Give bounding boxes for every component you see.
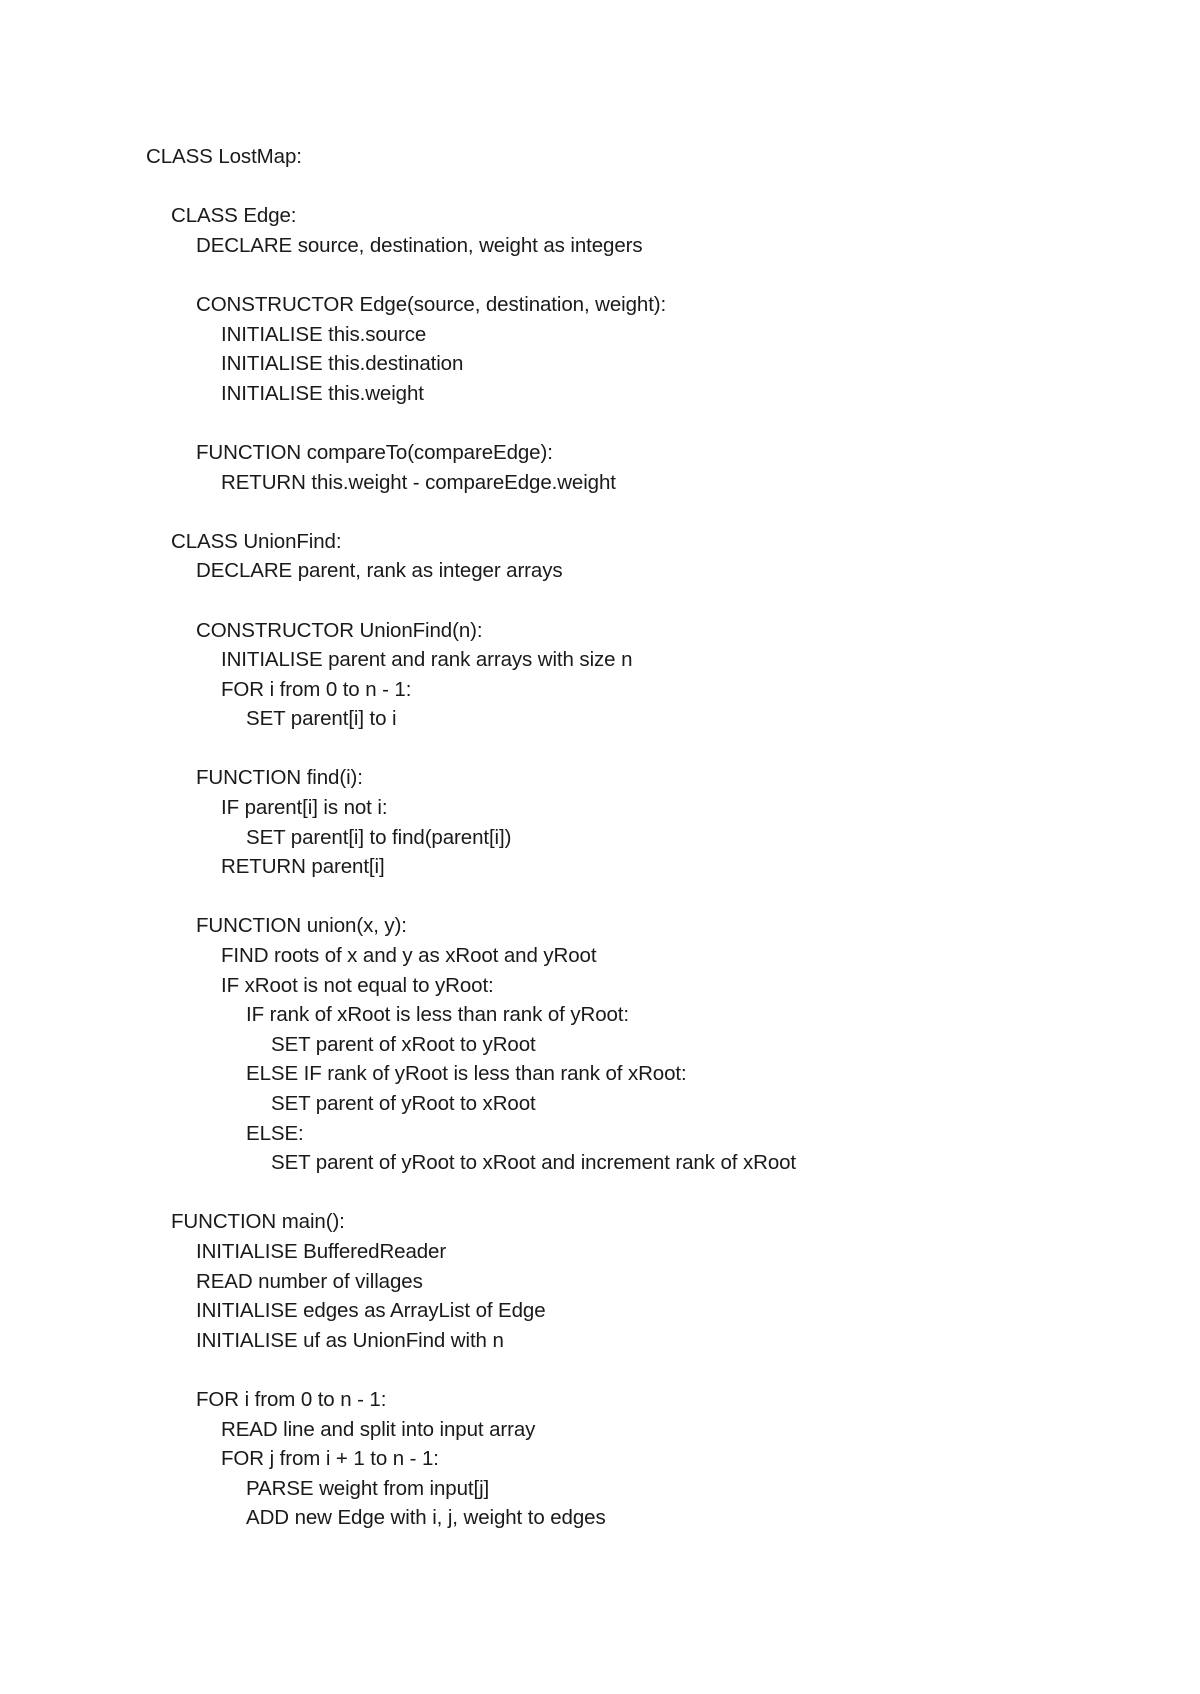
code-line: FUNCTION union(x, y): bbox=[196, 914, 407, 938]
code-line: FIND roots of x and y as xRoot and yRoot bbox=[221, 944, 597, 968]
code-line: IF rank of xRoot is less than rank of yRoot: bbox=[246, 1003, 629, 1027]
code-line: SET parent[i] to find(parent[i]) bbox=[246, 825, 512, 849]
blank-line bbox=[146, 172, 1146, 202]
code-line: ADD new Edge with i, j, weight to edges bbox=[246, 1506, 606, 1530]
blank-line bbox=[146, 408, 1146, 438]
code-line: DECLARE source, destination, weight as integers bbox=[196, 233, 643, 257]
code-line: INITIALISE this.destination bbox=[221, 352, 464, 376]
code-line: FUNCTION main(): bbox=[171, 1210, 345, 1234]
code-line: INITIALISE uf as UnionFind with n bbox=[196, 1328, 504, 1352]
blank-line bbox=[146, 497, 1146, 527]
code-line: CLASS LostMap: bbox=[146, 145, 302, 168]
code-line: RETURN this.weight - compareEdge.weight bbox=[221, 470, 616, 494]
code-line: INITIALISE parent and rank arrays with size n bbox=[221, 648, 633, 672]
code-line: SET parent of yRoot to xRoot bbox=[271, 1092, 536, 1115]
code-line: CLASS UnionFind: bbox=[171, 529, 342, 553]
code-line: INITIALISE BufferedReader bbox=[196, 1239, 447, 1263]
code-line: IF parent[i] is not i: bbox=[221, 796, 388, 820]
code-line: FUNCTION compareTo(compareEdge): bbox=[196, 440, 553, 464]
code-line: SET parent[i] to i bbox=[246, 707, 397, 731]
code-line: FOR i from 0 to n - 1: bbox=[221, 677, 412, 701]
code-line: FUNCTION find(i): bbox=[196, 766, 363, 790]
blank-line bbox=[146, 586, 1146, 616]
blank-line bbox=[146, 1178, 1146, 1208]
code-line: SET parent of xRoot to yRoot bbox=[271, 1032, 536, 1056]
code-line: CONSTRUCTOR Edge(source, destination, weight): bbox=[196, 292, 667, 316]
code-line: INITIALISE this.source bbox=[221, 322, 427, 346]
code-line: FOR j from i + 1 to n - 1: bbox=[221, 1447, 439, 1471]
code-line: RETURN parent[i] bbox=[221, 855, 385, 879]
blank-line bbox=[146, 260, 1146, 290]
code-line: CONSTRUCTOR UnionFind(n): bbox=[196, 618, 483, 642]
code-line: FOR i from 0 to n - 1: bbox=[196, 1387, 387, 1411]
code-line: READ number of villages bbox=[196, 1269, 423, 1293]
code-line: INITIALISE edges as ArrayList of Edge bbox=[196, 1299, 546, 1323]
blank-line bbox=[146, 1355, 1146, 1385]
pseudocode-block bbox=[146, 142, 1146, 1533]
code-line: ELSE: bbox=[246, 1121, 304, 1145]
code-line: READ line and split into input array bbox=[221, 1417, 536, 1441]
code-line: SET parent of yRoot to xRoot and increment rank of xRoot bbox=[271, 1151, 797, 1175]
blank-line bbox=[146, 882, 1146, 912]
code-line: CLASS Edge: bbox=[171, 204, 297, 228]
code-line: PARSE weight from input[j] bbox=[246, 1476, 490, 1500]
code-line: ELSE IF rank of yRoot is less than rank of xRoot: bbox=[246, 1062, 687, 1086]
code-line: IF xRoot is not equal to yRoot: bbox=[221, 973, 494, 997]
blank-line bbox=[146, 734, 1146, 764]
code-line: INITIALISE this.weight bbox=[221, 381, 424, 405]
code-line: DECLARE parent, rank as integer arrays bbox=[196, 559, 563, 583]
